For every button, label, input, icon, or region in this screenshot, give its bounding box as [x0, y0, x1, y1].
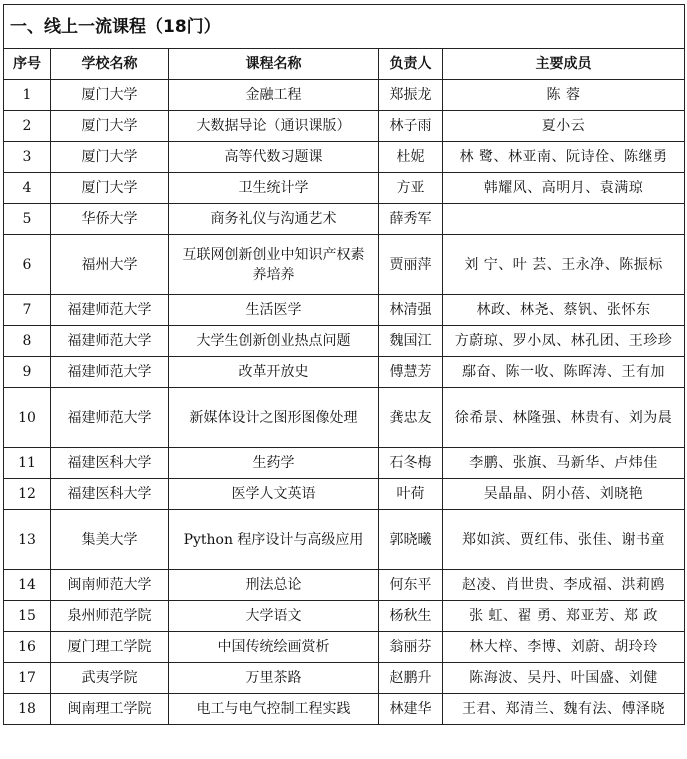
cell-members: 夏小云 — [443, 111, 685, 142]
table-row — [4, 111, 685, 142]
cell-lead: 龚忠友 — [379, 388, 443, 448]
cell-course: 中国传统绘画赏析 — [169, 632, 379, 663]
header-course: 课程名称 — [169, 49, 379, 80]
cell-members: 吴晶晶、阴小蓓、刘晓艳 — [443, 479, 685, 510]
table-row — [4, 295, 685, 326]
cell-course: 互联网创新创业中知识产权素养培养 — [169, 235, 379, 295]
table-row — [4, 80, 685, 111]
cell-course: Python 程序设计与高级应用 — [169, 510, 379, 570]
cell-members: 王君、郑清兰、魏有法、傅泽晓 — [443, 694, 685, 725]
cell-members: 张 虹、翟 勇、郑亚芳、郑 政 — [443, 601, 685, 632]
cell-school: 泉州师范学院 — [51, 601, 169, 632]
cell-school: 集美大学 — [51, 510, 169, 570]
table-row — [4, 388, 685, 448]
cell-lead: 郑振龙 — [379, 80, 443, 111]
cell-members: 赵凌、肖世贵、李成福、洪莉鸥 — [443, 570, 685, 601]
cell-index: 15 — [4, 601, 51, 632]
cell-course: 商务礼仪与沟通艺术 — [169, 204, 379, 235]
header-school: 学校名称 — [51, 49, 169, 80]
cell-members: 方蔚琼、罗小凤、林孔团、王珍珍 — [443, 326, 685, 357]
table-row — [4, 326, 685, 357]
cell-course: 大学语文 — [169, 601, 379, 632]
cell-school: 厦门大学 — [51, 80, 169, 111]
cell-course: 新媒体设计之图形图像处理 — [169, 388, 379, 448]
table-row — [4, 357, 685, 388]
section-title: 一、线上一流课程（18门） — [4, 5, 685, 49]
cell-course: 卫生统计学 — [169, 173, 379, 204]
table-row — [4, 632, 685, 663]
cell-lead: 何东平 — [379, 570, 443, 601]
cell-lead: 杜妮 — [379, 142, 443, 173]
cell-course: 改革开放史 — [169, 357, 379, 388]
cell-members: 林 鹭、林亚南、阮诗佺、陈继勇 — [443, 142, 685, 173]
cell-school: 福建师范大学 — [51, 326, 169, 357]
cell-index: 4 — [4, 173, 51, 204]
cell-lead: 林建华 — [379, 694, 443, 725]
cell-lead: 林清强 — [379, 295, 443, 326]
cell-school: 厦门大学 — [51, 142, 169, 173]
cell-school: 武夷学院 — [51, 663, 169, 694]
cell-school: 福建师范大学 — [51, 388, 169, 448]
cell-school: 厦门大学 — [51, 111, 169, 142]
cell-lead: 魏国江 — [379, 326, 443, 357]
cell-school: 福建医科大学 — [51, 479, 169, 510]
cell-course: 电工与电气控制工程实践 — [169, 694, 379, 725]
header-index: 序号 — [4, 49, 51, 80]
cell-lead: 郭晓曦 — [379, 510, 443, 570]
cell-school: 福建师范大学 — [51, 357, 169, 388]
cell-lead: 贾丽萍 — [379, 235, 443, 295]
cell-lead: 翁丽芬 — [379, 632, 443, 663]
cell-course: 高等代数习题课 — [169, 142, 379, 173]
cell-index: 2 — [4, 111, 51, 142]
table-row — [4, 235, 685, 295]
cell-index: 13 — [4, 510, 51, 570]
table-row — [4, 663, 685, 694]
cell-school: 福州大学 — [51, 235, 169, 295]
cell-course: 金融工程 — [169, 80, 379, 111]
cell-index: 3 — [4, 142, 51, 173]
cell-index: 11 — [4, 448, 51, 479]
cell-members: 陈 蓉 — [443, 80, 685, 111]
cell-members: 韩耀风、高明月、袁满琼 — [443, 173, 685, 204]
course-table — [3, 4, 685, 725]
cell-index: 6 — [4, 235, 51, 295]
cell-lead: 赵鹏升 — [379, 663, 443, 694]
cell-index: 7 — [4, 295, 51, 326]
cell-lead: 石冬梅 — [379, 448, 443, 479]
cell-course: 刑法总论 — [169, 570, 379, 601]
cell-members: 郑如滨、贾红伟、张佳、谢书童 — [443, 510, 685, 570]
table-row — [4, 570, 685, 601]
table-row — [4, 142, 685, 173]
document-page — [3, 4, 684, 725]
cell-members: 徐希景、林隆强、林贵有、刘为晨 — [443, 388, 685, 448]
cell-school: 闽南师范大学 — [51, 570, 169, 601]
cell-members: 李鹏、张旗、马新华、卢炜佳 — [443, 448, 685, 479]
cell-school: 福建医科大学 — [51, 448, 169, 479]
cell-index: 16 — [4, 632, 51, 663]
table-row — [4, 479, 685, 510]
table-row — [4, 694, 685, 725]
cell-index: 1 — [4, 80, 51, 111]
table-row — [4, 448, 685, 479]
cell-course: 生活医学 — [169, 295, 379, 326]
cell-school: 闽南理工学院 — [51, 694, 169, 725]
cell-lead: 傅慧芳 — [379, 357, 443, 388]
table-row — [4, 204, 685, 235]
cell-school: 福建师范大学 — [51, 295, 169, 326]
cell-lead: 杨秋生 — [379, 601, 443, 632]
cell-course: 大学生创新创业热点问题 — [169, 326, 379, 357]
cell-course: 万里茶路 — [169, 663, 379, 694]
cell-school: 厦门理工学院 — [51, 632, 169, 663]
cell-school: 华侨大学 — [51, 204, 169, 235]
header-members: 主要成员 — [443, 49, 685, 80]
cell-index: 9 — [4, 357, 51, 388]
cell-index: 12 — [4, 479, 51, 510]
cell-members: 林政、林尧、蔡钒、张怀东 — [443, 295, 685, 326]
cell-course: 大数据导论（通识课版） — [169, 111, 379, 142]
cell-index: 8 — [4, 326, 51, 357]
cell-members: 刘 宁、叶 芸、王永净、陈振标 — [443, 235, 685, 295]
cell-index: 17 — [4, 663, 51, 694]
cell-members: 陈海波、吴丹、叶国盛、刘健 — [443, 663, 685, 694]
cell-lead: 林子雨 — [379, 111, 443, 142]
cell-members: 鄢奋、陈一收、陈晖涛、王有加 — [443, 357, 685, 388]
cell-course: 医学人文英语 — [169, 479, 379, 510]
cell-index: 18 — [4, 694, 51, 725]
table-row — [4, 510, 685, 570]
header-row — [4, 49, 685, 80]
cell-lead: 方亚 — [379, 173, 443, 204]
cell-course: 生药学 — [169, 448, 379, 479]
cell-school: 厦门大学 — [51, 173, 169, 204]
cell-lead: 叶荷 — [379, 479, 443, 510]
header-lead: 负责人 — [379, 49, 443, 80]
cell-lead: 薛秀军 — [379, 204, 443, 235]
cell-members: 林大梓、李博、刘蔚、胡玲玲 — [443, 632, 685, 663]
table-row — [4, 173, 685, 204]
cell-index: 10 — [4, 388, 51, 448]
cell-members — [443, 204, 685, 235]
cell-index: 14 — [4, 570, 51, 601]
cell-index: 5 — [4, 204, 51, 235]
table-row — [4, 601, 685, 632]
